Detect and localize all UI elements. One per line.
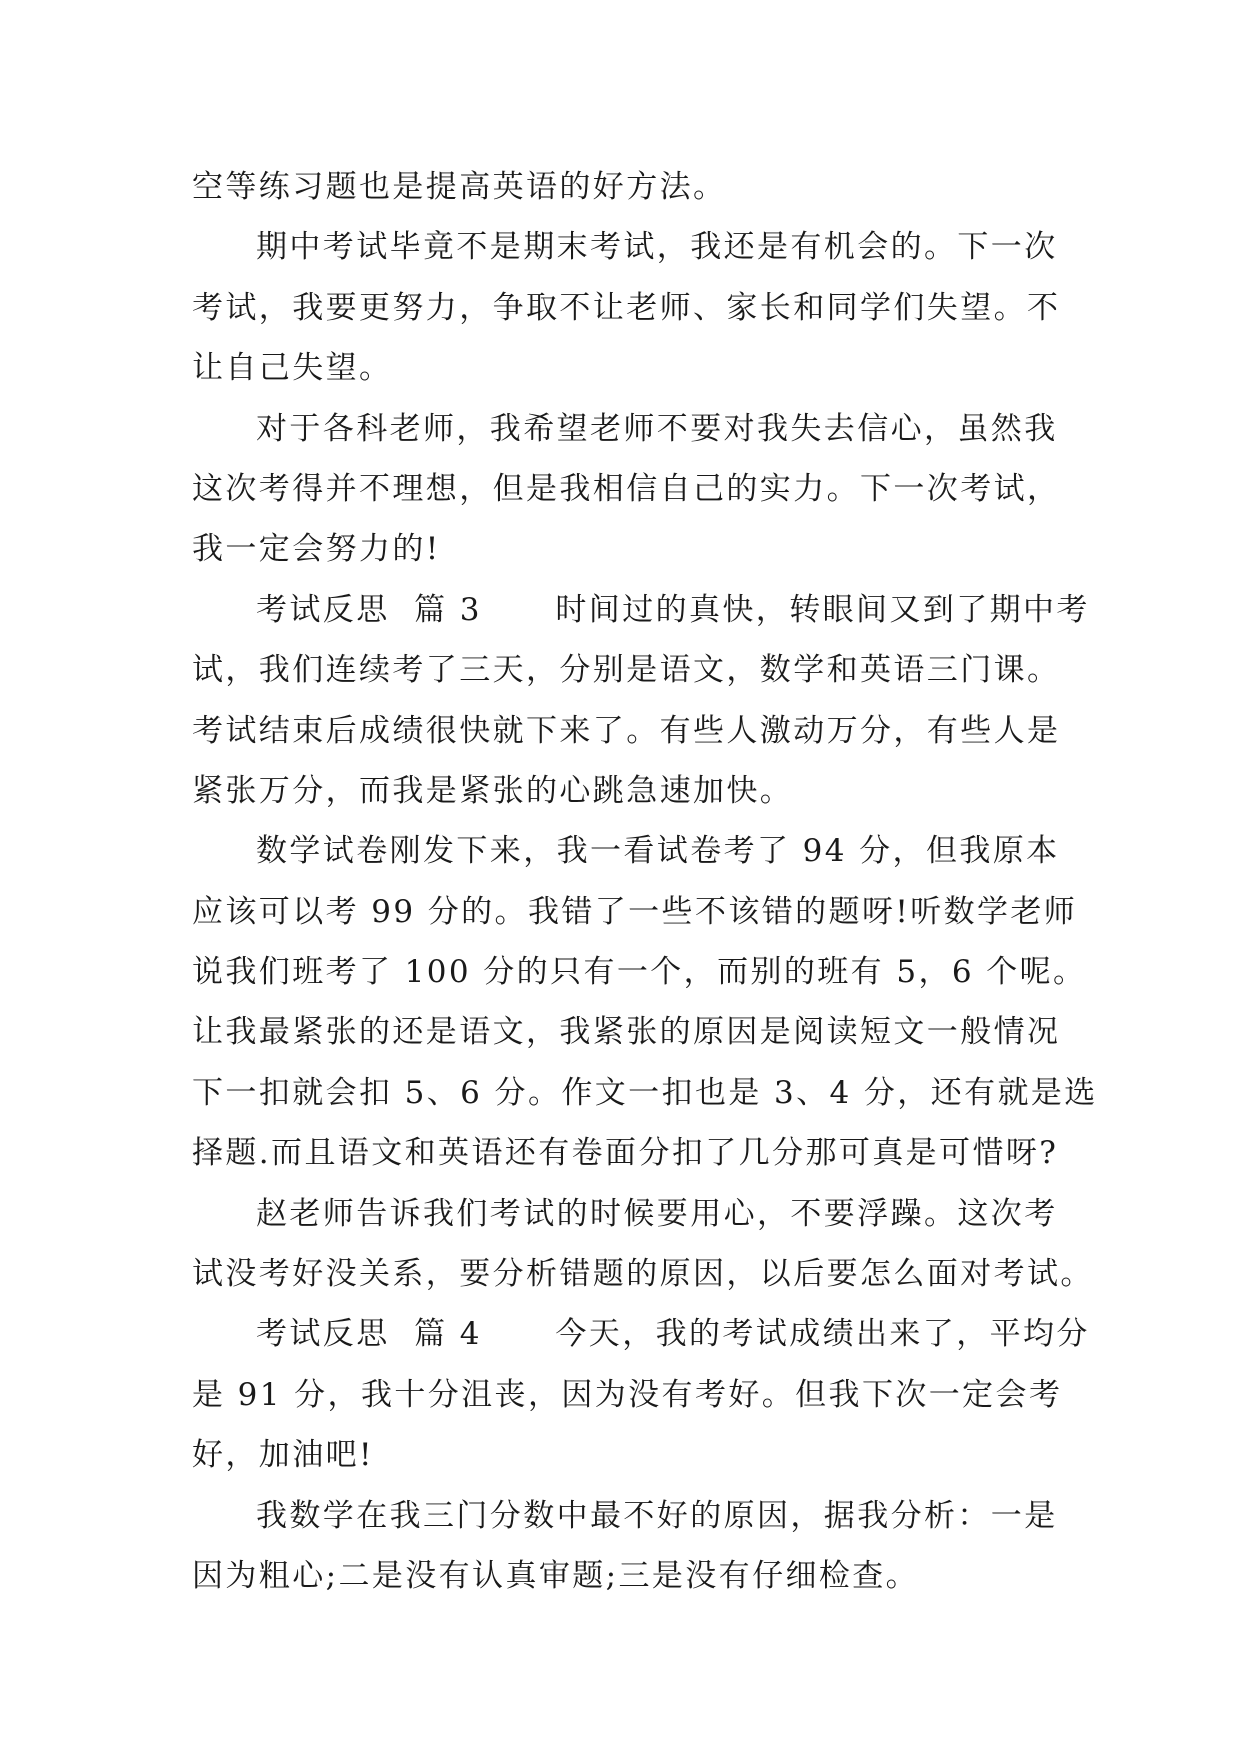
text-line: 考试，我要更努力，争取不让老师、家长和同学们失望。不: [192, 289, 1061, 326]
text-line: 我一定会努力的!: [192, 531, 441, 568]
text-line: 让我最紧张的还是语文，我紧张的原因是阅读短文一般情况: [192, 1014, 1061, 1051]
text-line: 下一扣就会扣 5、6 分。作文一扣也是 3、4 分，还有就是选: [192, 1074, 1098, 1111]
section-heading-line: 考试反思 篇 4 今天，我的考试成绩出来了，平均分: [256, 1316, 1090, 1353]
text-line: 对于各科老师，我希望老师不要对我失去信心，虽然我: [256, 410, 1058, 447]
text-line: 应该可以考 99 分的。我错了一些不该错的题呀!听数学老师: [192, 893, 1078, 930]
text-line: 紧张万分，而我是紧张的心跳急速加快。: [192, 772, 794, 809]
section-heading-line: 考试反思 篇 3 时间过的真快，转眼间又到了期中考: [256, 591, 1090, 628]
text-line: 期中考试毕竟不是期末考试，我还是有机会的。下一次: [256, 229, 1058, 266]
text-line: 这次考得并不理想，但是我相信自己的实力。下一次考试，: [192, 470, 1061, 507]
text-line: 空等练习题也是提高英语的好方法。: [192, 169, 727, 205]
text-line: 数学试卷刚发下来，我一看试卷考了 94 分，但我原本: [256, 833, 1060, 870]
text-line: 我数学在我三门分数中最不好的原因，据我分析：一是: [256, 1497, 1058, 1534]
document-body: [192, 157, 1098, 1606]
text-line: 赵老师告诉我们考试的时候要用心，不要浮躁。这次考: [256, 1195, 1058, 1232]
text-line: 好，加油吧!: [192, 1437, 374, 1474]
text-line: 试，我们连续考了三天，分别是语文，数学和英语三门课。: [192, 652, 1061, 689]
text-line: 是 91 分，我十分沮丧，因为没有考好。但我下次一定会考: [192, 1376, 1063, 1413]
text-line: 因为粗心;二是没有认真审题;三是没有仔细检查。: [192, 1557, 920, 1594]
text-line: 说我们班考了 100 分的只有一个，而别的班有 5，6 个呢。: [192, 954, 1087, 991]
text-line: 试没考好没关系，要分析错题的原因，以后要怎么面对考试。: [192, 1256, 1094, 1293]
text-line: 让自己失望。: [192, 350, 393, 387]
text-line: 考试结束后成绩很快就下来了。有些人激动万分，有些人是: [192, 712, 1061, 749]
text-line: 择题.而且语文和英语还有卷面分扣了几分那可真是可惜呀?: [192, 1135, 1059, 1172]
